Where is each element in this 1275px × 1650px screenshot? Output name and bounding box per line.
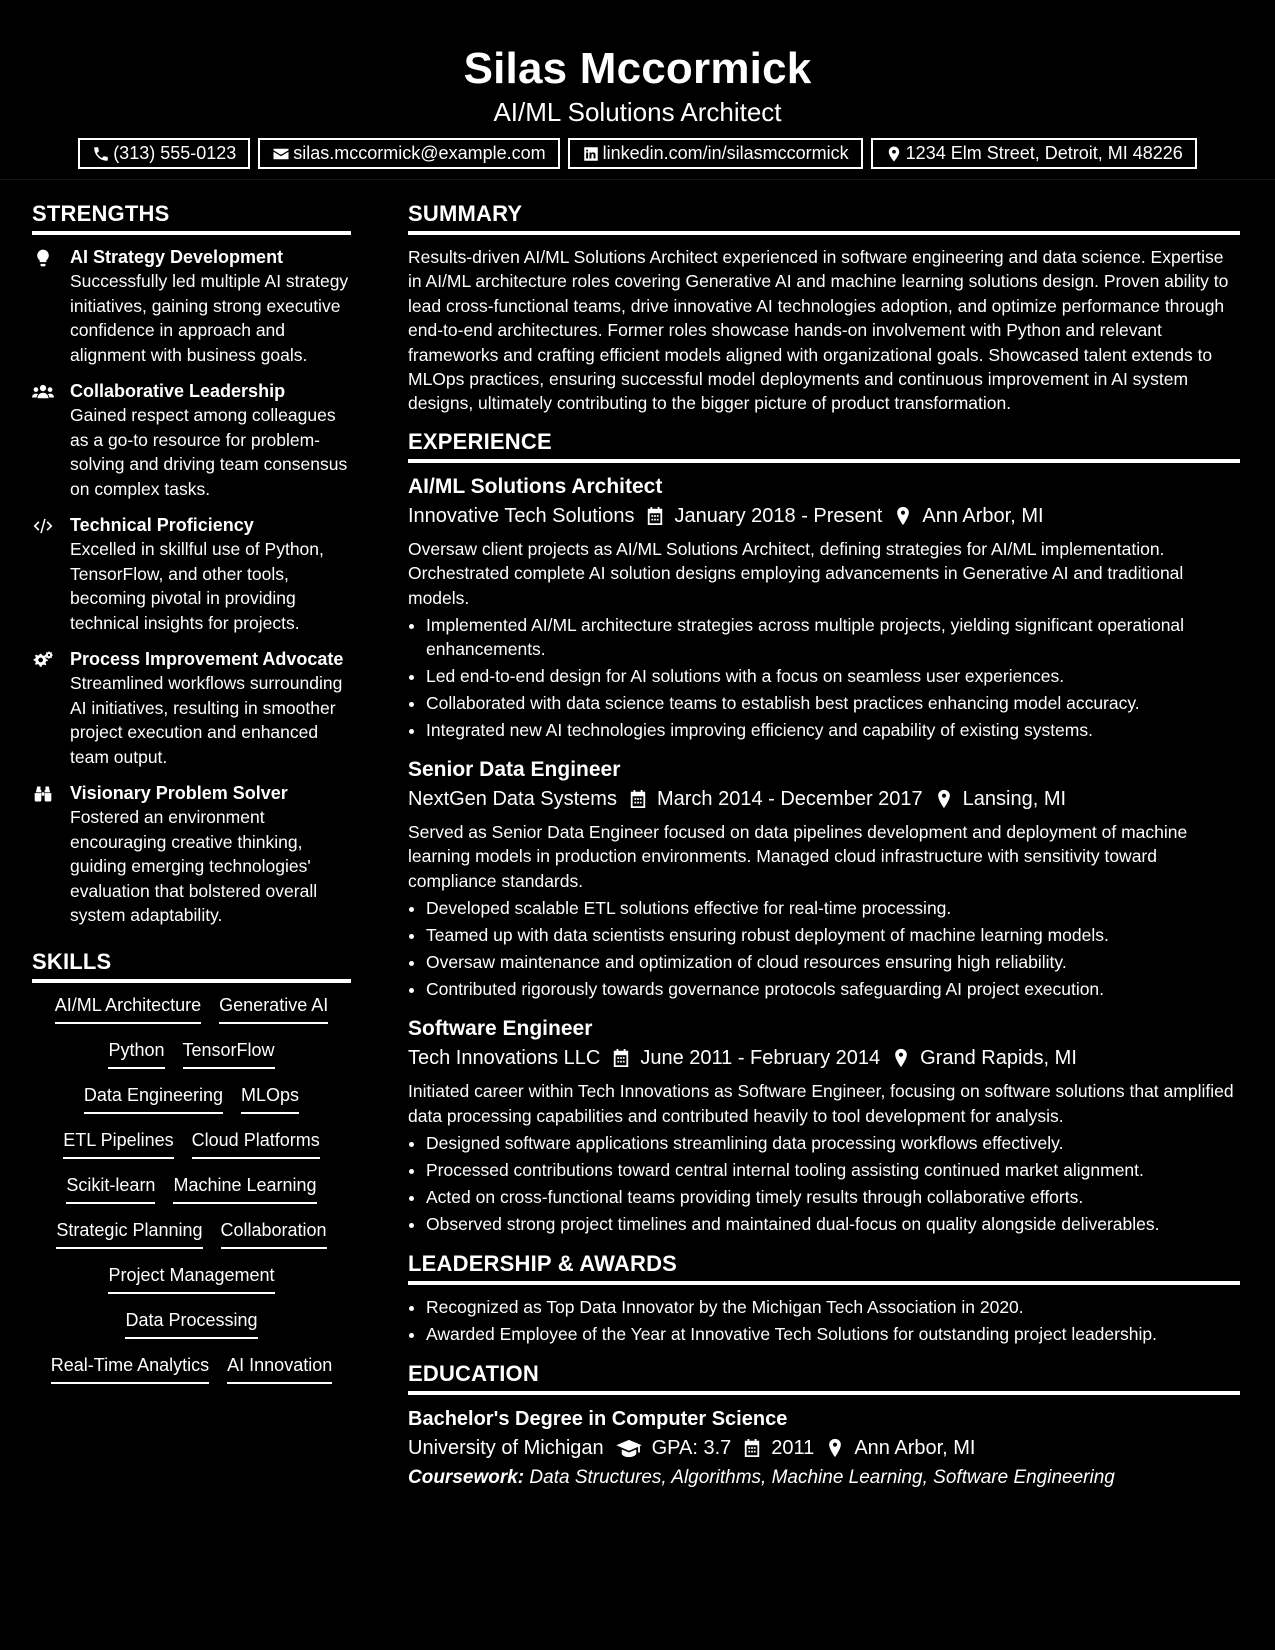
list-item: • Recognized as Top Data Innovator by the Michigan Tech Association in 2020. [426,1295,1240,1319]
envelope-icon [272,145,290,163]
map-pin-icon [935,789,953,809]
list-item: • Developed scalable ETL solutions effective for real-time processing. [426,896,1240,920]
skill-tag: Strategic Planning [56,1218,202,1249]
linkedin-icon [582,145,600,163]
list-item: • Acted on cross-functional teams providing timely results through collaborative efforts. [426,1185,1240,1209]
strength-title: Visionary Problem Solver [70,783,288,803]
address-text: 1234 Elm Street, Detroit, MI 48226 [905,143,1183,163]
school-name: University of Michigan [408,1437,604,1460]
contact-email[interactable] [258,138,559,169]
job-location: Lansing, MI [962,788,1067,811]
summary-heading: SUMMARY [408,200,1240,235]
strength-item [32,245,351,367]
skill-tag: MLOps [241,1083,299,1114]
strengths-heading: STRENGTHS [32,200,351,235]
gears-icon [32,650,54,670]
job-title: AI/ML Solutions Architect [408,474,663,498]
gpa-text: GPA: 3.7 [651,1437,732,1460]
school-location: Ann Arbor, MI [854,1437,976,1460]
job-dates: March 2014 - December 2017 [656,788,923,811]
map-pin-icon [894,506,912,526]
skill-tag: Generative AI [219,993,328,1024]
binoculars-icon [32,784,54,804]
strength-desc: Excelled in skillful use of Python, TensorFlow, and other tools, becoming pivotal in providing technical insights for projects. [70,539,324,633]
awards-heading: LEADERSHIP & AWARDS [408,1250,1240,1285]
strength-item [32,379,351,501]
skill-tag: Data Processing [125,1308,257,1339]
summary-text: Results-driven AI/ML Solutions Architect experienced in software engineering and data science. Expertise in AI/ML architecture roles covering Generative AI and machine learning solutions design. Proven ability to lead cross-functional teams, drive innovative AI technologies adoption, and optimize performance through end-to-end architectures. Former roles showcase hands-on involvement with Python and relevant frameworks and crafting efficient models aligned with organizational goals. Showcased talent extends to MLOps practices, ensuring successful model deployments and continuous improvement in AI system designs, ultimately contributing to the bigger picture of product transformation. [408,247,1229,414]
linkedin-text: linkedin.com/in/silasmccormick [602,143,849,163]
job-company: NextGen Data Systems [408,788,617,811]
job-entry [408,1015,1240,1236]
job-bullets [408,613,1240,742]
phone-text: (313) 555-0123 [113,143,237,163]
coursework-list: Data Structures, Algorithms, Machine Learning, Software Engineering [529,1467,1115,1489]
contact-bar [0,138,1275,169]
grad-year: 2011 [771,1437,815,1460]
contact-linkedin[interactable] [568,138,863,169]
coursework [408,1463,1240,1493]
strength-desc: Streamlined workflows surrounding AI initiatives, resulting in smoother project execution and enhanced team output. [70,673,343,767]
skill-tag: Cloud Platforms [192,1128,320,1159]
job-meta [408,784,1240,814]
job-entry [408,473,1240,742]
skill-tag: Real-Time Analytics [51,1353,209,1384]
contact-phone[interactable] [78,138,250,169]
list-item: • Awarded Employee of the Year at Innovative Tech Solutions for outstanding project leadership. [426,1322,1240,1346]
skill-tag: Data Engineering [84,1083,223,1114]
strength-item [32,647,351,769]
strength-title: Collaborative Leadership [70,381,286,401]
list-item: • Implemented AI/ML architecture strategies across multiple projects, yielding significant operational enhancements. [426,613,1240,661]
job-location: Grand Rapids, MI [920,1047,1077,1070]
job-company: Tech Innovations LLC [408,1047,601,1070]
job-title: Software Engineer [408,1017,593,1041]
resume-header [0,0,1275,180]
strength-desc: Successfully led multiple AI strategy initiatives, gaining strong executive confidence in approach and alignment with business goals. [70,271,349,365]
list-item: • Observed strong project timelines and maintained dual-focus on quality alongside deliverables. [426,1212,1240,1236]
awards-list [408,1295,1240,1346]
skill-tag: Collaboration [221,1218,327,1249]
degree-title: Bachelor's Degree in Computer Science [408,1408,788,1431]
job-bullets [408,1131,1240,1236]
code-icon [32,516,54,536]
contact-address [871,138,1197,169]
strength-title: Process Improvement Advocate [70,649,344,669]
skill-tag: Project Management [108,1263,274,1294]
list-item: • Teamed up with data scientists ensuring robust deployment of machine learning models. [426,923,1240,947]
list-item: • Contributed rigorously towards governance protocols safeguarding AI project execution. [426,977,1240,1001]
coursework-label: Coursework: [408,1467,525,1489]
users-icon [32,382,54,402]
list-item: • Led end-to-end design for AI solutions with a focus on seamless user experiences. [426,664,1240,688]
skills-list [32,993,351,1398]
graduation-cap-icon [616,1438,642,1458]
calendar-icon [629,789,647,809]
list-item: • Processed contributions toward central internal tooling assisting continued market alignment. [426,1158,1240,1182]
job-desc: Oversaw client projects as AI/ML Solutions Architect, defining strategies for AI/ML implementation. Orchestrated complete AI solution designs employing advancements in Generative AI and traditional models. [408,538,1184,608]
job-company: Innovative Tech Solutions [408,504,635,527]
calendar-icon [612,1048,630,1068]
job-title: Senior Data Engineer [408,758,621,782]
candidate-title: AI/ML Solutions Architect [493,97,782,127]
job-location: Ann Arbor, MI [922,504,1044,527]
list-item: • Integrated new AI technologies improving efficiency and capability of existing systems. [426,718,1240,742]
list-item: • Oversaw maintenance and optimization of cloud resources ensuring high reliability. [426,950,1240,974]
experience-heading: EXPERIENCE [408,428,1240,463]
strength-title: Technical Proficiency [70,515,254,535]
skills-heading: SKILLS [32,948,351,983]
job-meta [408,501,1240,531]
left-column [32,200,351,1398]
job-bullets [408,896,1240,1001]
skill-tag: ETL Pipelines [63,1128,173,1159]
map-pin-icon [826,1438,844,1458]
job-desc: Initiated career within Tech Innovations as Software Engineer, focusing on software solutions that amplified data processing capabilities and contributed heavily to tool development for analysis. [408,1081,1234,1126]
skill-tag: Machine Learning [173,1173,316,1204]
skill-tag: TensorFlow [183,1038,275,1069]
right-column [408,200,1240,1493]
strength-desc: Gained respect among colleagues as a go-to resource for problem-solving and driving team consensus on complex tasks. [70,405,348,499]
job-meta [408,1043,1240,1073]
strength-item [32,781,351,928]
skill-tag: AI/ML Architecture [55,993,201,1024]
strength-desc: Fostered an environment encouraging creative thinking, guiding emerging technologies' evaluation that bolstered overall system adaptability. [70,807,318,925]
email-text: silas.mccormick@example.com [293,143,546,163]
skill-tag: Python [108,1038,164,1069]
list-item: • Designed software applications streamlining data processing workflows effectively. [426,1131,1240,1155]
phone-icon [92,145,110,163]
list-item: • Collaborated with data science teams to establish best practices enhancing model accuracy. [426,691,1240,715]
calendar-icon [646,506,664,526]
lightbulb-icon [32,248,54,268]
map-pin-icon [885,145,903,163]
skill-tag: Scikit-learn [66,1173,155,1204]
education-heading: EDUCATION [408,1360,1240,1395]
map-pin-icon [892,1048,910,1068]
calendar-icon [743,1438,761,1458]
job-dates: January 2018 - Present [674,504,883,527]
job-entry [408,756,1240,1001]
skill-tag: AI Innovation [227,1353,332,1384]
strength-title: AI Strategy Development [70,247,284,267]
education-meta [408,1433,1240,1463]
strength-item [32,513,351,635]
candidate-name: Silas Mccormick [463,44,812,93]
job-desc: Served as Senior Data Engineer focused on data pipelines development and deployment of machine learning models in production environments. Managed cloud infrastructure with sensitivity toward compliance standards. [408,822,1188,891]
job-dates: June 2011 - February 2014 [640,1047,881,1070]
